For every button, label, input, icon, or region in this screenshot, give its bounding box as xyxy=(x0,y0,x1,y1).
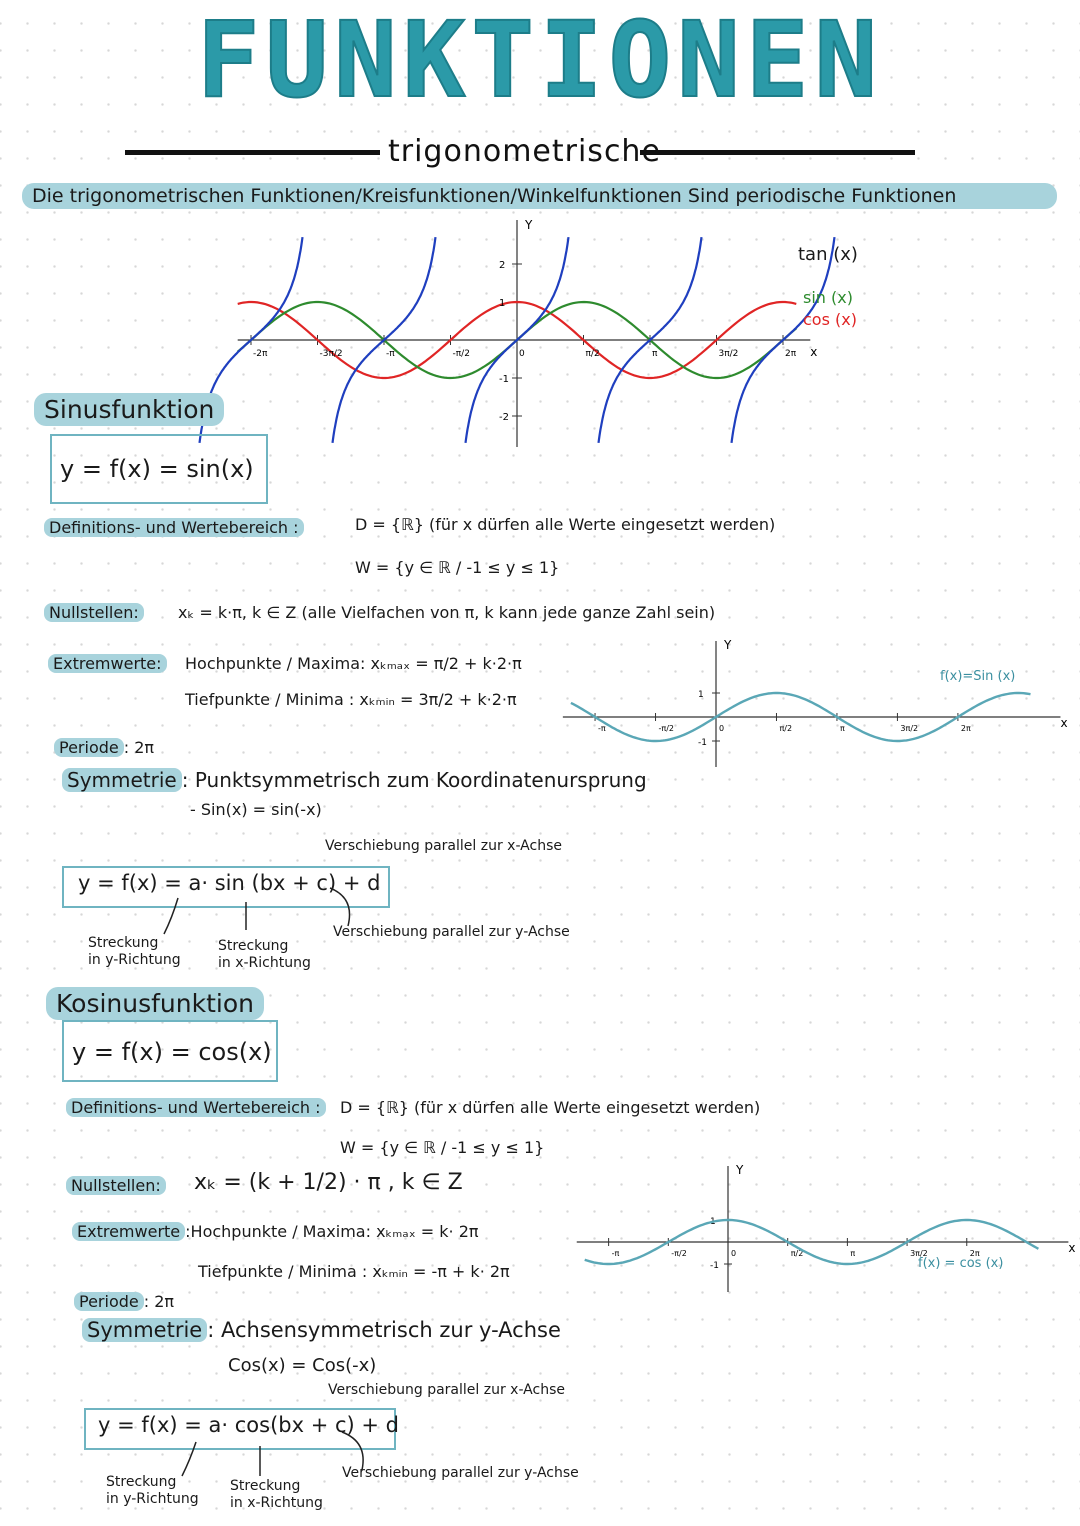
divider-left xyxy=(125,150,380,155)
x-tick-label: -π xyxy=(386,349,395,359)
kosinus-sym-label: Symmetrie xyxy=(82,1318,207,1342)
kosinus-extrem-label: Extremwerte xyxy=(72,1222,185,1241)
x-tick-label: -3π/2 xyxy=(319,349,343,359)
x-tick-label: 2π xyxy=(960,724,971,733)
x-tick-label: 3π/2 xyxy=(910,1249,928,1258)
y-tick-label: -2 xyxy=(499,412,509,423)
sinus-def-d: D = {ℝ} (für x dürfen alle Werte eingesetzt werden) xyxy=(355,515,776,534)
kosinus-periode: : 2π xyxy=(143,1292,175,1311)
sinus-sym: : Punktsymmetrisch zum Koordinatenursprung xyxy=(181,768,647,792)
sinus-nullstellen: xₖ = k·π, k ∈ Z (alle Vielfachen von π, k kann jede ganze Zahl sein) xyxy=(178,603,716,622)
kosinus-graph-label: f(x) = cos (x) xyxy=(918,1256,1004,1271)
page-title: FUNKTIONEN xyxy=(196,0,884,121)
sinus-nullstellen-label: Nullstellen: xyxy=(44,603,144,622)
sinus-extrem-label: Extremwerte: xyxy=(48,654,167,673)
x-tick-label: π/2 xyxy=(779,724,793,733)
sinus-note-c: Verschiebung parallel zur x-Achse xyxy=(325,838,562,854)
x-tick-label: -π/2 xyxy=(671,1249,687,1258)
divider-right xyxy=(640,150,915,155)
x-tick-label: -2π xyxy=(253,349,268,359)
sinus-periode-label: Periode xyxy=(54,738,124,757)
trig-graph-labels xyxy=(253,218,817,423)
kosinus-def-d: D = {ℝ} (für x dürfen alle Werte eingesetzt werden) xyxy=(340,1098,761,1117)
sinus-sym-label: Symmetrie xyxy=(62,768,182,792)
x-tick-label: -π/2 xyxy=(452,349,470,359)
kosinus-periode-label: Periode xyxy=(74,1292,144,1311)
sinus-def-w: W = {y ∈ ℝ / -1 ≤ y ≤ 1} xyxy=(355,558,560,577)
x-tick-label: π xyxy=(850,1249,856,1258)
kosinus-sym-eq: Cos(x) = Cos(-x) xyxy=(228,1355,377,1376)
y-axis-label: Y xyxy=(736,1163,744,1177)
x-axis-label: x xyxy=(1068,1241,1076,1255)
y-axis-label: Y xyxy=(724,638,732,652)
x-tick-label: -π/2 xyxy=(658,724,675,733)
x-tick-label: π xyxy=(652,349,658,359)
kosinus-note-c: Verschiebung parallel zur x-Achse xyxy=(328,1382,565,1398)
sinus-def-label: Definitions- und Wertebereich : xyxy=(44,518,304,537)
kosinus-general: y = f(x) = a· cos(bx + c) + d xyxy=(98,1413,399,1437)
x-tick-label: 0 xyxy=(719,724,725,733)
sinus-general: y = f(x) = a· sin (bx + c) + d xyxy=(78,871,381,895)
kosinus-heading: Kosinusfunktion xyxy=(46,987,264,1020)
kosinus-tief: Tiefpunkte / Minima : xₖₘᵢₙ = -π + k· 2π xyxy=(198,1262,510,1281)
intro-text: Die trigonometrischen Funktionen/Kreisfunktionen/Winkelfunktionen Sind periodische Funktionen xyxy=(22,183,1057,209)
sinus-hoch: Hochpunkte / Maxima: xₖₘₐₓ = π/2 + k·2·π xyxy=(185,654,522,673)
kosinus-nullstellen: xₖ = (k + 1/2) · π , k ∈ Z xyxy=(194,1170,463,1195)
legend-cos: cos (x) xyxy=(803,310,857,329)
sinus-periode: : 2π xyxy=(123,738,155,757)
x-axis-label: x xyxy=(810,345,818,359)
x-tick-label: 3π/2 xyxy=(900,724,919,733)
x-tick-label: 0 xyxy=(519,349,525,359)
x-axis-label: x xyxy=(1060,716,1068,730)
sinus-note-a: Streckung in y-Richtung xyxy=(88,935,181,968)
sinus-note-b: Streckung in x-Richtung xyxy=(218,938,311,971)
kosinus-note-a: Streckung in y-Richtung xyxy=(106,1474,199,1507)
sinus-graph xyxy=(570,635,1068,770)
y-tick-label: -1 xyxy=(710,1261,719,1271)
x-tick-label: -π xyxy=(611,1249,620,1258)
sinus-sym-eq: - Sin(x) = sin(-x) xyxy=(190,800,322,819)
kosinus-def-label: Definitions- und Wertebereich : xyxy=(66,1098,326,1117)
y-tick-label: 1 xyxy=(499,298,506,309)
sinus-formula: y = f(x) = sin(x) xyxy=(60,455,254,483)
kosinus-formula: y = f(x) = cos(x) xyxy=(72,1038,272,1066)
kosinus-def-w: W = {y ∈ ℝ / -1 ≤ y ≤ 1} xyxy=(340,1138,545,1157)
sinus-tief: Tiefpunkte / Minima : xₖₘᵢₙ = 3π/2 + k·2·π xyxy=(185,690,517,709)
kosinus-nullstellen-label: Nullstellen: xyxy=(66,1176,166,1195)
sinus-note-d: Verschiebung parallel zur y-Achse xyxy=(333,924,570,940)
x-tick-label: π/2 xyxy=(790,1249,804,1258)
kosinus-note-arrows xyxy=(170,1432,390,1492)
sinus-graph-label: f(x)=Sin (x) xyxy=(940,669,1016,684)
kosinus-hoch: :Hochpunkte / Maxima: xₖₘₐₓ = k· 2π xyxy=(185,1222,479,1241)
y-tick-label: 2 xyxy=(499,260,506,271)
x-tick-label: 0 xyxy=(731,1249,737,1258)
y-tick-label: 1 xyxy=(698,690,704,700)
y-tick-label: 1 xyxy=(710,1217,716,1227)
legend-sin: sin (x) xyxy=(803,288,853,307)
y-axis-label: Y xyxy=(525,218,533,232)
x-tick-label: 2π xyxy=(785,349,797,359)
kosinus-note-b: Streckung in x-Richtung xyxy=(230,1478,323,1511)
subtitle: trigonometrische xyxy=(388,134,661,169)
y-tick-label: -1 xyxy=(499,374,509,385)
x-tick-label: π xyxy=(839,724,845,733)
x-tick-label: -π xyxy=(598,724,606,733)
sinus-heading: Sinusfunktion xyxy=(34,393,224,426)
kosinus-sym: : Achsensymmetrisch zur y-Achse xyxy=(207,1318,561,1342)
x-tick-label: 3π/2 xyxy=(718,349,739,359)
x-tick-label: π/2 xyxy=(585,349,600,359)
legend-tan: tan (x) xyxy=(798,244,858,265)
sinus-note-arrows xyxy=(150,890,370,950)
x-tick-label: 2π xyxy=(969,1249,980,1258)
trig-graph xyxy=(245,215,875,455)
kosinus-note-d: Verschiebung parallel zur y-Achse xyxy=(342,1465,579,1481)
y-tick-label: -1 xyxy=(698,738,707,748)
